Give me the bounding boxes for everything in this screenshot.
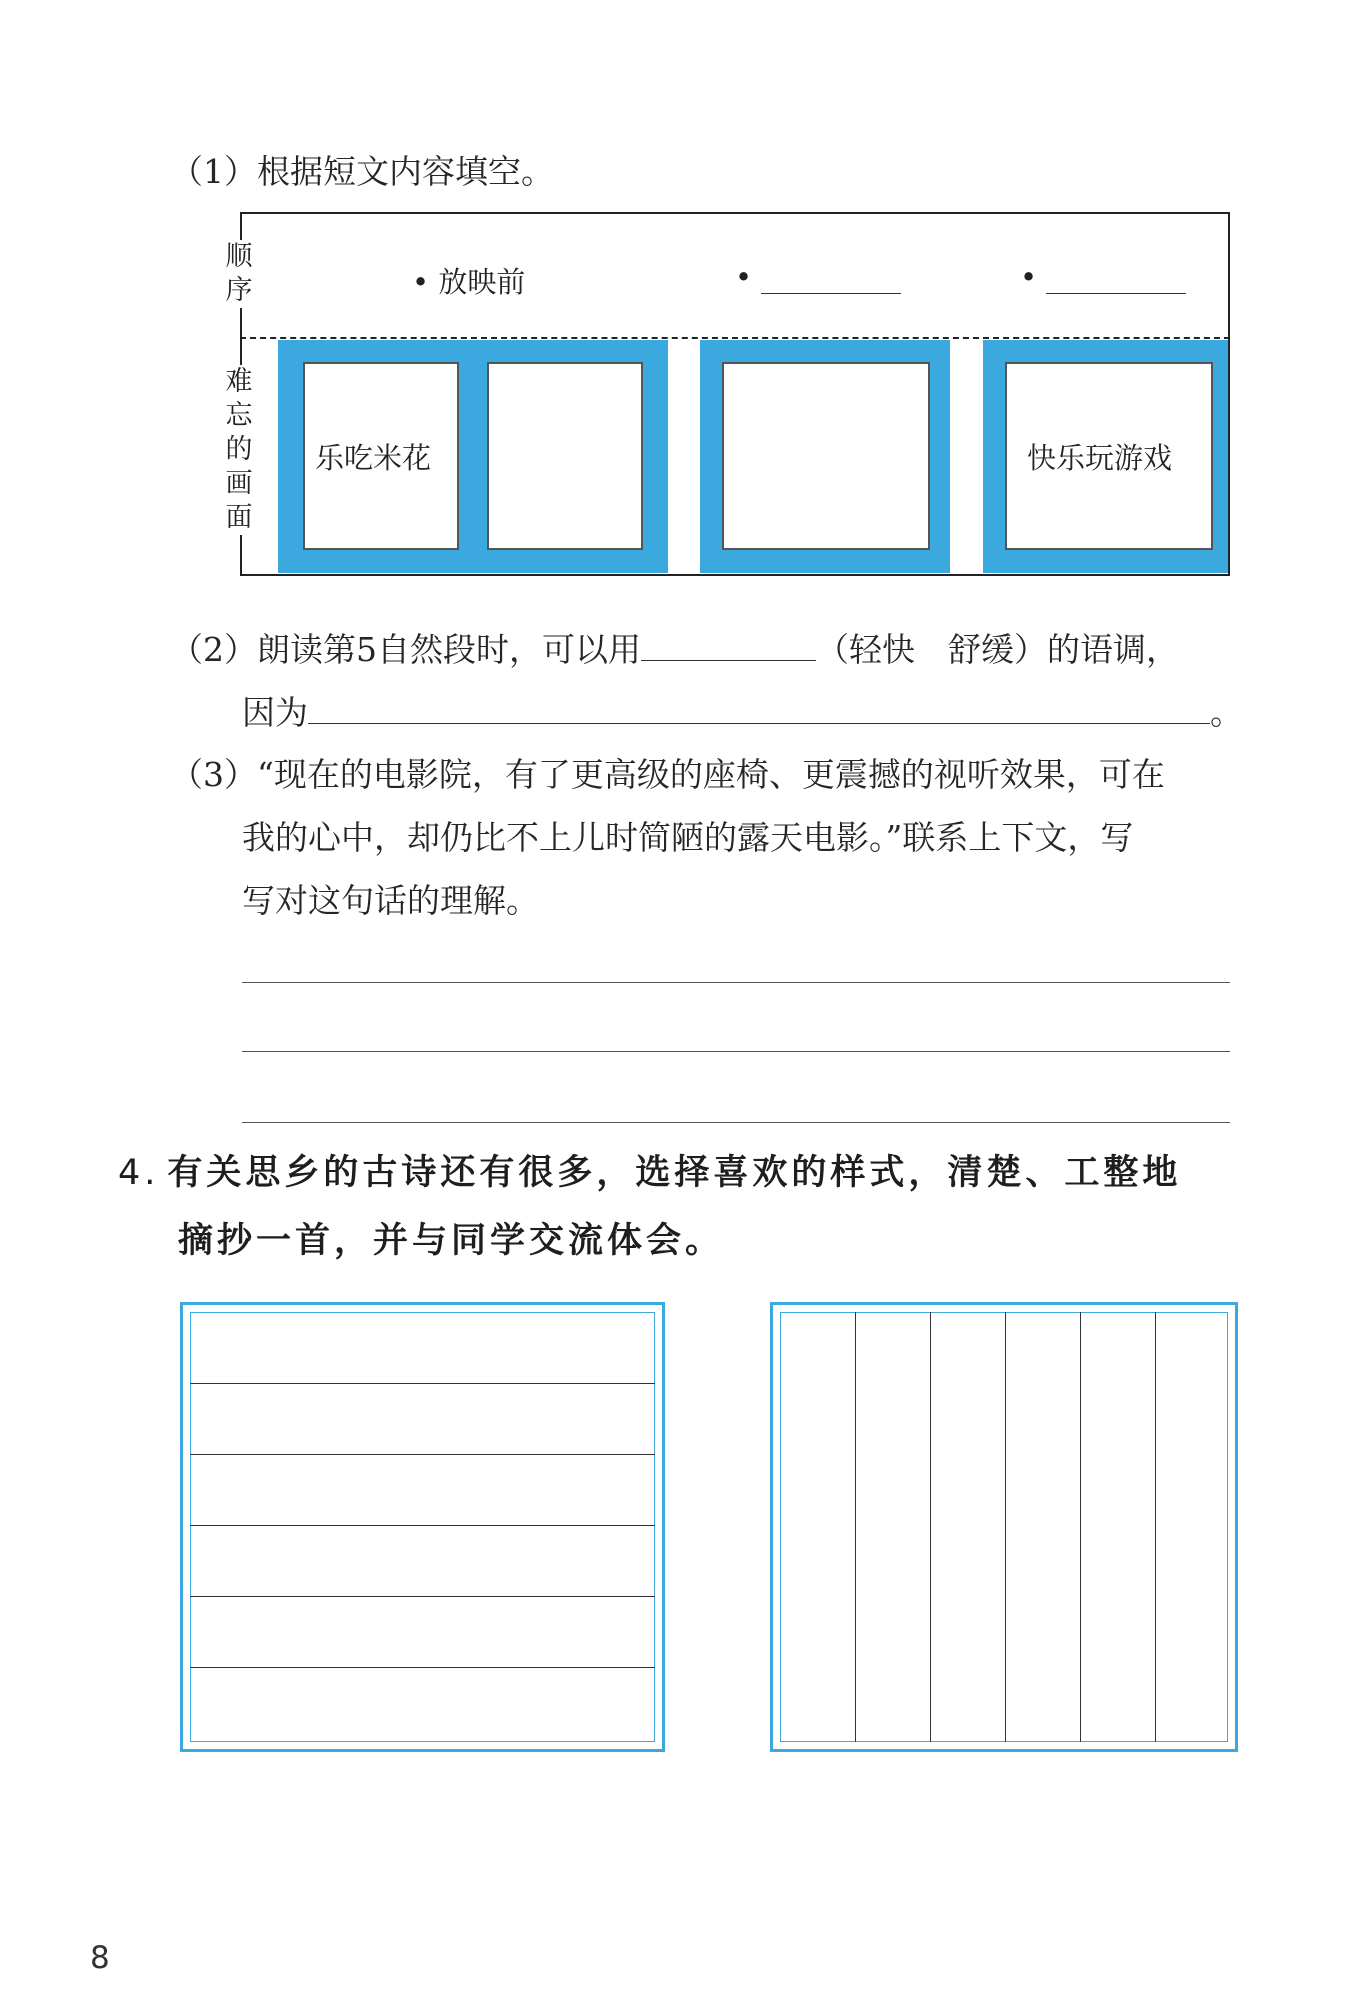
- diagram-divider: [240, 337, 1230, 339]
- sequence-item-1-text: 放映前: [438, 265, 526, 299]
- writing-column-line: [1005, 1312, 1006, 1742]
- q4-line1: [118, 1150, 1181, 1196]
- vertical-writing-box-inner: [780, 1312, 1228, 1742]
- q1-label: （1）根据短文内容填空。: [170, 152, 554, 191]
- horizontal-writing-box-inner: [190, 1312, 655, 1742]
- q4-line2: 摘抄一首，并与同学交流体会。: [178, 1220, 725, 1261]
- scene-frame-4[interactable]: [1005, 362, 1213, 550]
- q2-line2-prefix: 因为: [242, 693, 308, 732]
- writing-row-line: [190, 1596, 655, 1597]
- q2-reason-blank[interactable]: [308, 693, 1210, 724]
- q3-line1: （3）“现在的电影院，有了更高级的座椅、更震撼的视听效果，可在: [170, 755, 1165, 794]
- q3-line3: 写对这句话的理解。: [242, 881, 539, 920]
- sequence-item-3: [1020, 260, 1186, 294]
- q2-prefix: （2）朗读第5自然段时，可以用: [170, 630, 641, 669]
- writing-column-line: [1155, 1312, 1156, 1742]
- bullet: •: [412, 265, 430, 299]
- q2-options: （轻快 舒缓）的语调，: [816, 630, 1179, 669]
- writing-row-line: [190, 1383, 655, 1384]
- sequence-label: [222, 240, 256, 308]
- sequence-label-text: 顺序: [225, 241, 253, 306]
- scenes-label: [222, 365, 256, 535]
- writing-row-line: [190, 1525, 655, 1526]
- page-number: 8: [90, 1940, 110, 1976]
- writing-row-line: [190, 1667, 655, 1668]
- scene-frame-3[interactable]: [722, 362, 930, 550]
- scene-frame-4-text: 快乐玩游戏: [1027, 441, 1173, 475]
- answer-line-3[interactable]: [242, 1122, 1230, 1123]
- answer-line-1[interactable]: [242, 982, 1230, 983]
- sequence-item-2: [735, 260, 901, 294]
- q2-line1: [170, 628, 1179, 672]
- writing-column-line: [930, 1312, 931, 1742]
- q4-line1-text: 有关思乡的古诗还有很多，选择喜欢的样式，清楚、工整地: [167, 1152, 1182, 1193]
- sequence-item-2-blank[interactable]: [761, 265, 901, 294]
- writing-column-line: [1080, 1312, 1081, 1742]
- scene-frame-2[interactable]: [487, 362, 643, 550]
- q3-line2: 我的心中，却仍比不上儿时简陋的露天电影。”联系上下文，写: [242, 818, 1134, 857]
- bullet: •: [1020, 260, 1038, 294]
- scene-frame-1[interactable]: [303, 362, 459, 550]
- q2-line2: [242, 691, 1243, 735]
- bullet: •: [735, 260, 753, 294]
- sequence-item-3-blank[interactable]: [1046, 265, 1186, 294]
- scene-frame-1-text: 乐吃米花: [315, 441, 432, 475]
- sequence-item-1: [412, 260, 525, 301]
- q4-number: 4.: [118, 1153, 160, 1193]
- writing-column-line: [855, 1312, 856, 1742]
- scenes-label-text: 难忘的画面: [225, 366, 253, 533]
- q2-tone-blank[interactable]: [641, 630, 816, 661]
- answer-line-2[interactable]: [242, 1051, 1230, 1052]
- q2-line2-suffix: 。: [1210, 693, 1243, 732]
- writing-row-line: [190, 1454, 655, 1455]
